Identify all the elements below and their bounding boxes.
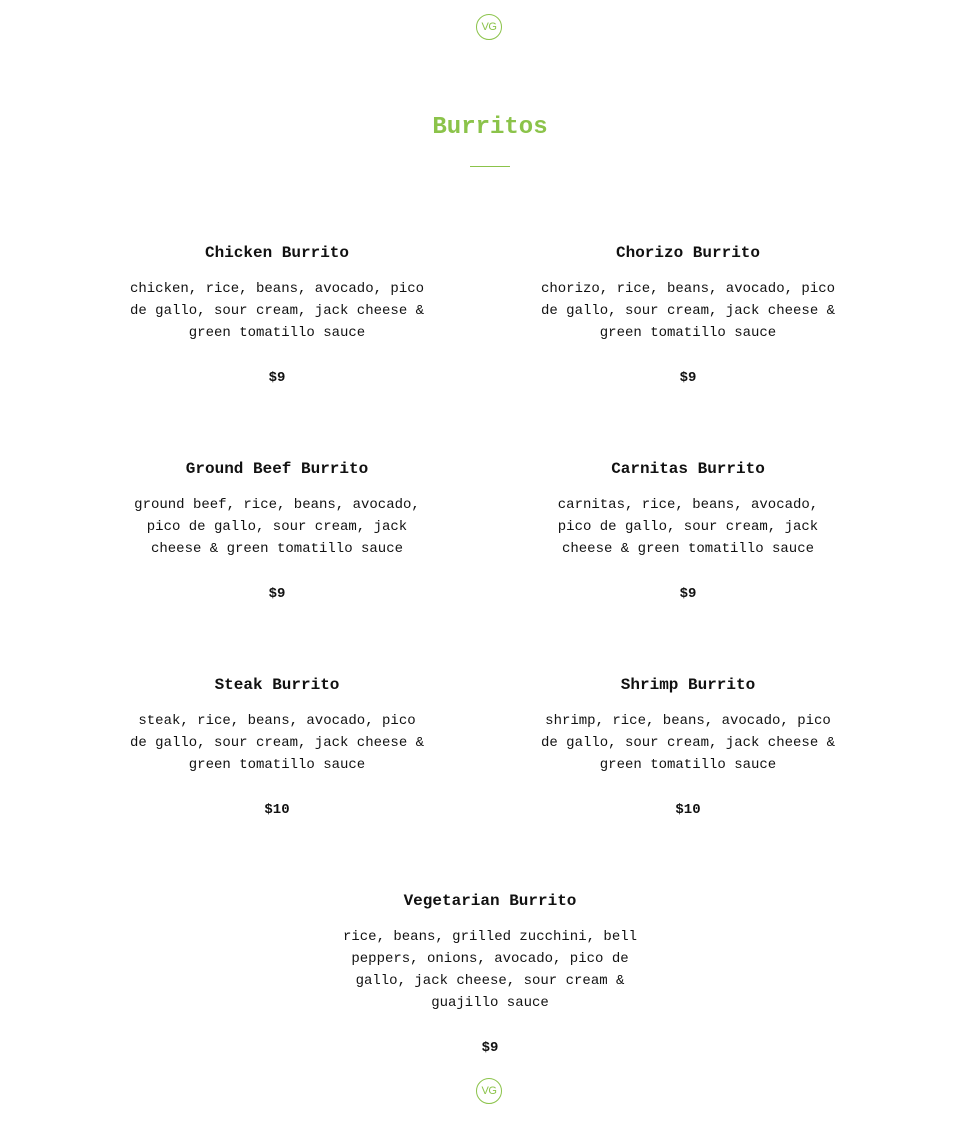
item-description: steak, rice, beans, avocado, pico de gallo, sour cream, jack cheese & green tomatillo sauce (129, 713, 425, 773)
item-name: Chorizo Burrito (615, 244, 761, 262)
item-price: $9 (268, 586, 286, 602)
item-description: carnitas, rice, beans, avocado, pico de gallo, sour cream, jack cheese & green tomatillo sauce (557, 497, 819, 557)
title-divider (470, 166, 510, 167)
item-name: Steak Burrito (214, 676, 340, 694)
item-name: Ground Beef Burrito (185, 460, 369, 478)
item-description: rice, beans, grilled zucchini, bell peppers, onions, avocado, pico de gallo, jack cheese, sour cream & guajillo sauce (342, 929, 638, 1011)
section-title: Burritos (432, 114, 548, 141)
menu-item-chicken-burrito (122, 243, 432, 388)
item-price: $9 (679, 370, 697, 386)
menu-item-steak-burrito (122, 675, 432, 820)
item-price: $10 (264, 802, 290, 818)
item-name: Chicken Burrito (204, 244, 350, 262)
item-name: Carnitas Burrito (611, 460, 765, 478)
vg-logo-icon[interactable]: VG (476, 14, 502, 40)
item-description: ground beef, rice, beans, avocado, pico de gallo, sour cream, jack cheese & green tomatillo sauce (134, 497, 420, 557)
vg-logo-icon[interactable]: VG (476, 1078, 502, 1104)
item-price: $9 (268, 370, 286, 386)
menu-item-carnitas-burrito (533, 459, 843, 604)
item-description: chorizo, rice, beans, avocado, pico de gallo, sour cream, jack cheese & green tomatillo sauce (540, 281, 836, 341)
item-price: $10 (675, 802, 701, 818)
menu-item-ground-beef-burrito (122, 459, 432, 604)
menu-item-shrimp-burrito (533, 675, 843, 820)
menu-item-vegetarian-burrito (335, 891, 645, 1058)
item-description: shrimp, rice, beans, avocado, pico de gallo, sour cream, jack cheese & green tomatillo sauce (540, 713, 836, 773)
item-name: Shrimp Burrito (620, 676, 756, 694)
item-price: $9 (679, 586, 697, 602)
item-price: $9 (481, 1040, 499, 1056)
item-description: chicken, rice, beans, avocado, pico de gallo, sour cream, jack cheese & green tomatillo sauce (129, 281, 425, 341)
menu-item-chorizo-burrito (533, 243, 843, 388)
item-name: Vegetarian Burrito (403, 892, 577, 910)
